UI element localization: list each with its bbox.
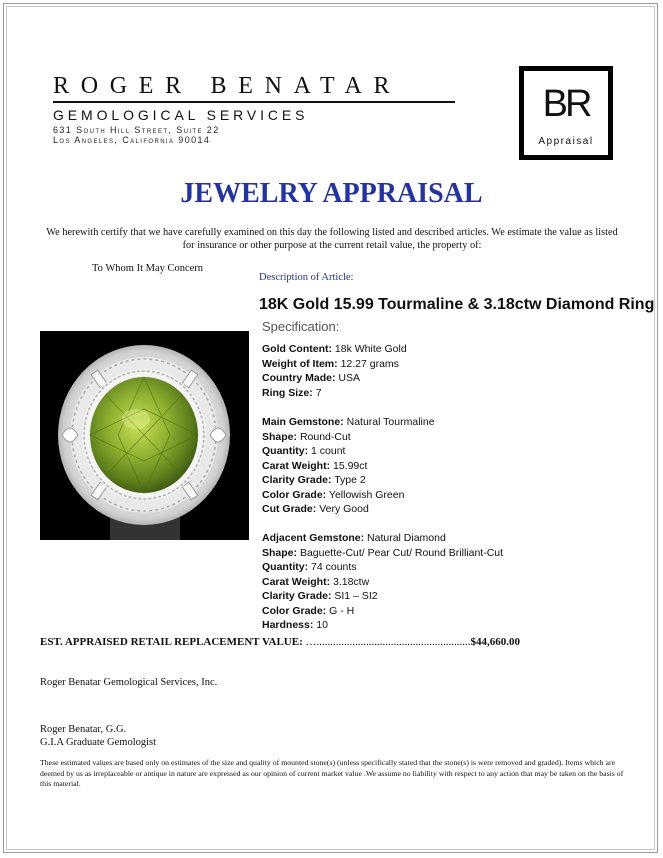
page-title: JEWELRY APPRAISAL: [180, 178, 483, 209]
address-line-1: 631 South Hill Street, Suite 22: [53, 125, 220, 135]
logo-label: Appraisal: [538, 136, 594, 147]
recipient: To Whom It May Concern: [92, 263, 204, 274]
spec-adjacent-quantity: Quantity: 74 counts: [262, 561, 357, 573]
value-amount: $44,660.00: [470, 636, 520, 648]
spec-main-color: Color Grade: Yellowish Green: [262, 489, 405, 501]
ring-illustration: [40, 331, 249, 540]
appraisal-logo: [519, 66, 613, 160]
spec-main-carat: Carat Weight: 15.99ct: [262, 460, 368, 472]
intro-paragraph: We herewith certify that we have carefully examined on this day the following listed and described articles. We estimate the value as listed for insurance or other purpose at the current retail value, the property of:: [46, 227, 618, 251]
spec-weight: Weight of Item: 12.27 grams: [262, 358, 399, 370]
disclaimer: These estimated values are based only on estimates of the size and quality of mounted stone(s) (unless specifically stated that the stone(s) is were removed and graded). Items which are deemed by us as irreplaceable or antique in nature are expressed as our opinion of current market value .We assume no liability with respect to any action that may be taken on the basis of this material.: [40, 758, 624, 788]
spec-main-clarity: Clarity Grade: Type 2: [262, 474, 366, 486]
spec-adjacent-shape: Shape: Baguette-Cut/ Pear Cut/ Round Brilliant-Cut: [262, 547, 504, 559]
spec-main-shape: Shape: Round-Cut: [262, 431, 351, 443]
signature-title: G.I.A Graduate Gemologist: [40, 737, 157, 748]
logo-monogram: BR: [542, 83, 590, 125]
spec-ring-size: Ring Size: 7: [262, 387, 322, 399]
signature-name: Roger Benatar, G.G.: [40, 724, 127, 735]
spec-adjacent-hardness: Hardness: 10: [262, 619, 328, 631]
value-label: EST. APPRAISED RETAIL REPLACEMENT VALUE:: [40, 636, 303, 648]
company-name: ROGER BENATAR: [53, 73, 402, 99]
spec-adjacent-clarity: Clarity Grade: SI1 – SI2: [262, 590, 378, 602]
spec-adjacent-gemstone: Adjacent Gemstone: Natural Diamond: [262, 532, 446, 544]
ring-photo: [40, 331, 249, 540]
value-leader: …........................................................: [305, 636, 471, 648]
description-label: Description of Article:: [259, 272, 354, 283]
spec-adjacent-color: Color Grade: G - H: [262, 605, 355, 617]
company-subtitle: GEMOLOGICAL SERVICES: [53, 107, 309, 123]
header-rule: [53, 101, 455, 103]
spec-main-quantity: Quantity: 1 count: [262, 445, 346, 457]
signature-company: Roger Benatar Gemological Services, Inc.: [40, 677, 218, 688]
specification-label: Specification:: [262, 319, 340, 334]
spec-main-cut: Cut Grade: Very Good: [262, 503, 369, 515]
spec-gold-content: Gold Content: 18k White Gold: [262, 343, 407, 355]
spec-country: Country Made: USA: [262, 372, 361, 384]
item-title: 18K Gold 15.99 Tourmaline & 3.18ctw Diamond Ring: [259, 296, 655, 313]
spec-main-gemstone: Main Gemstone: Natural Tourmaline: [262, 416, 435, 428]
address-line-2: Los Angeles, California 90014: [53, 135, 211, 145]
spec-adjacent-carat: Carat Weight: 3.18ctw: [262, 576, 370, 588]
appraised-value: [40, 636, 520, 648]
